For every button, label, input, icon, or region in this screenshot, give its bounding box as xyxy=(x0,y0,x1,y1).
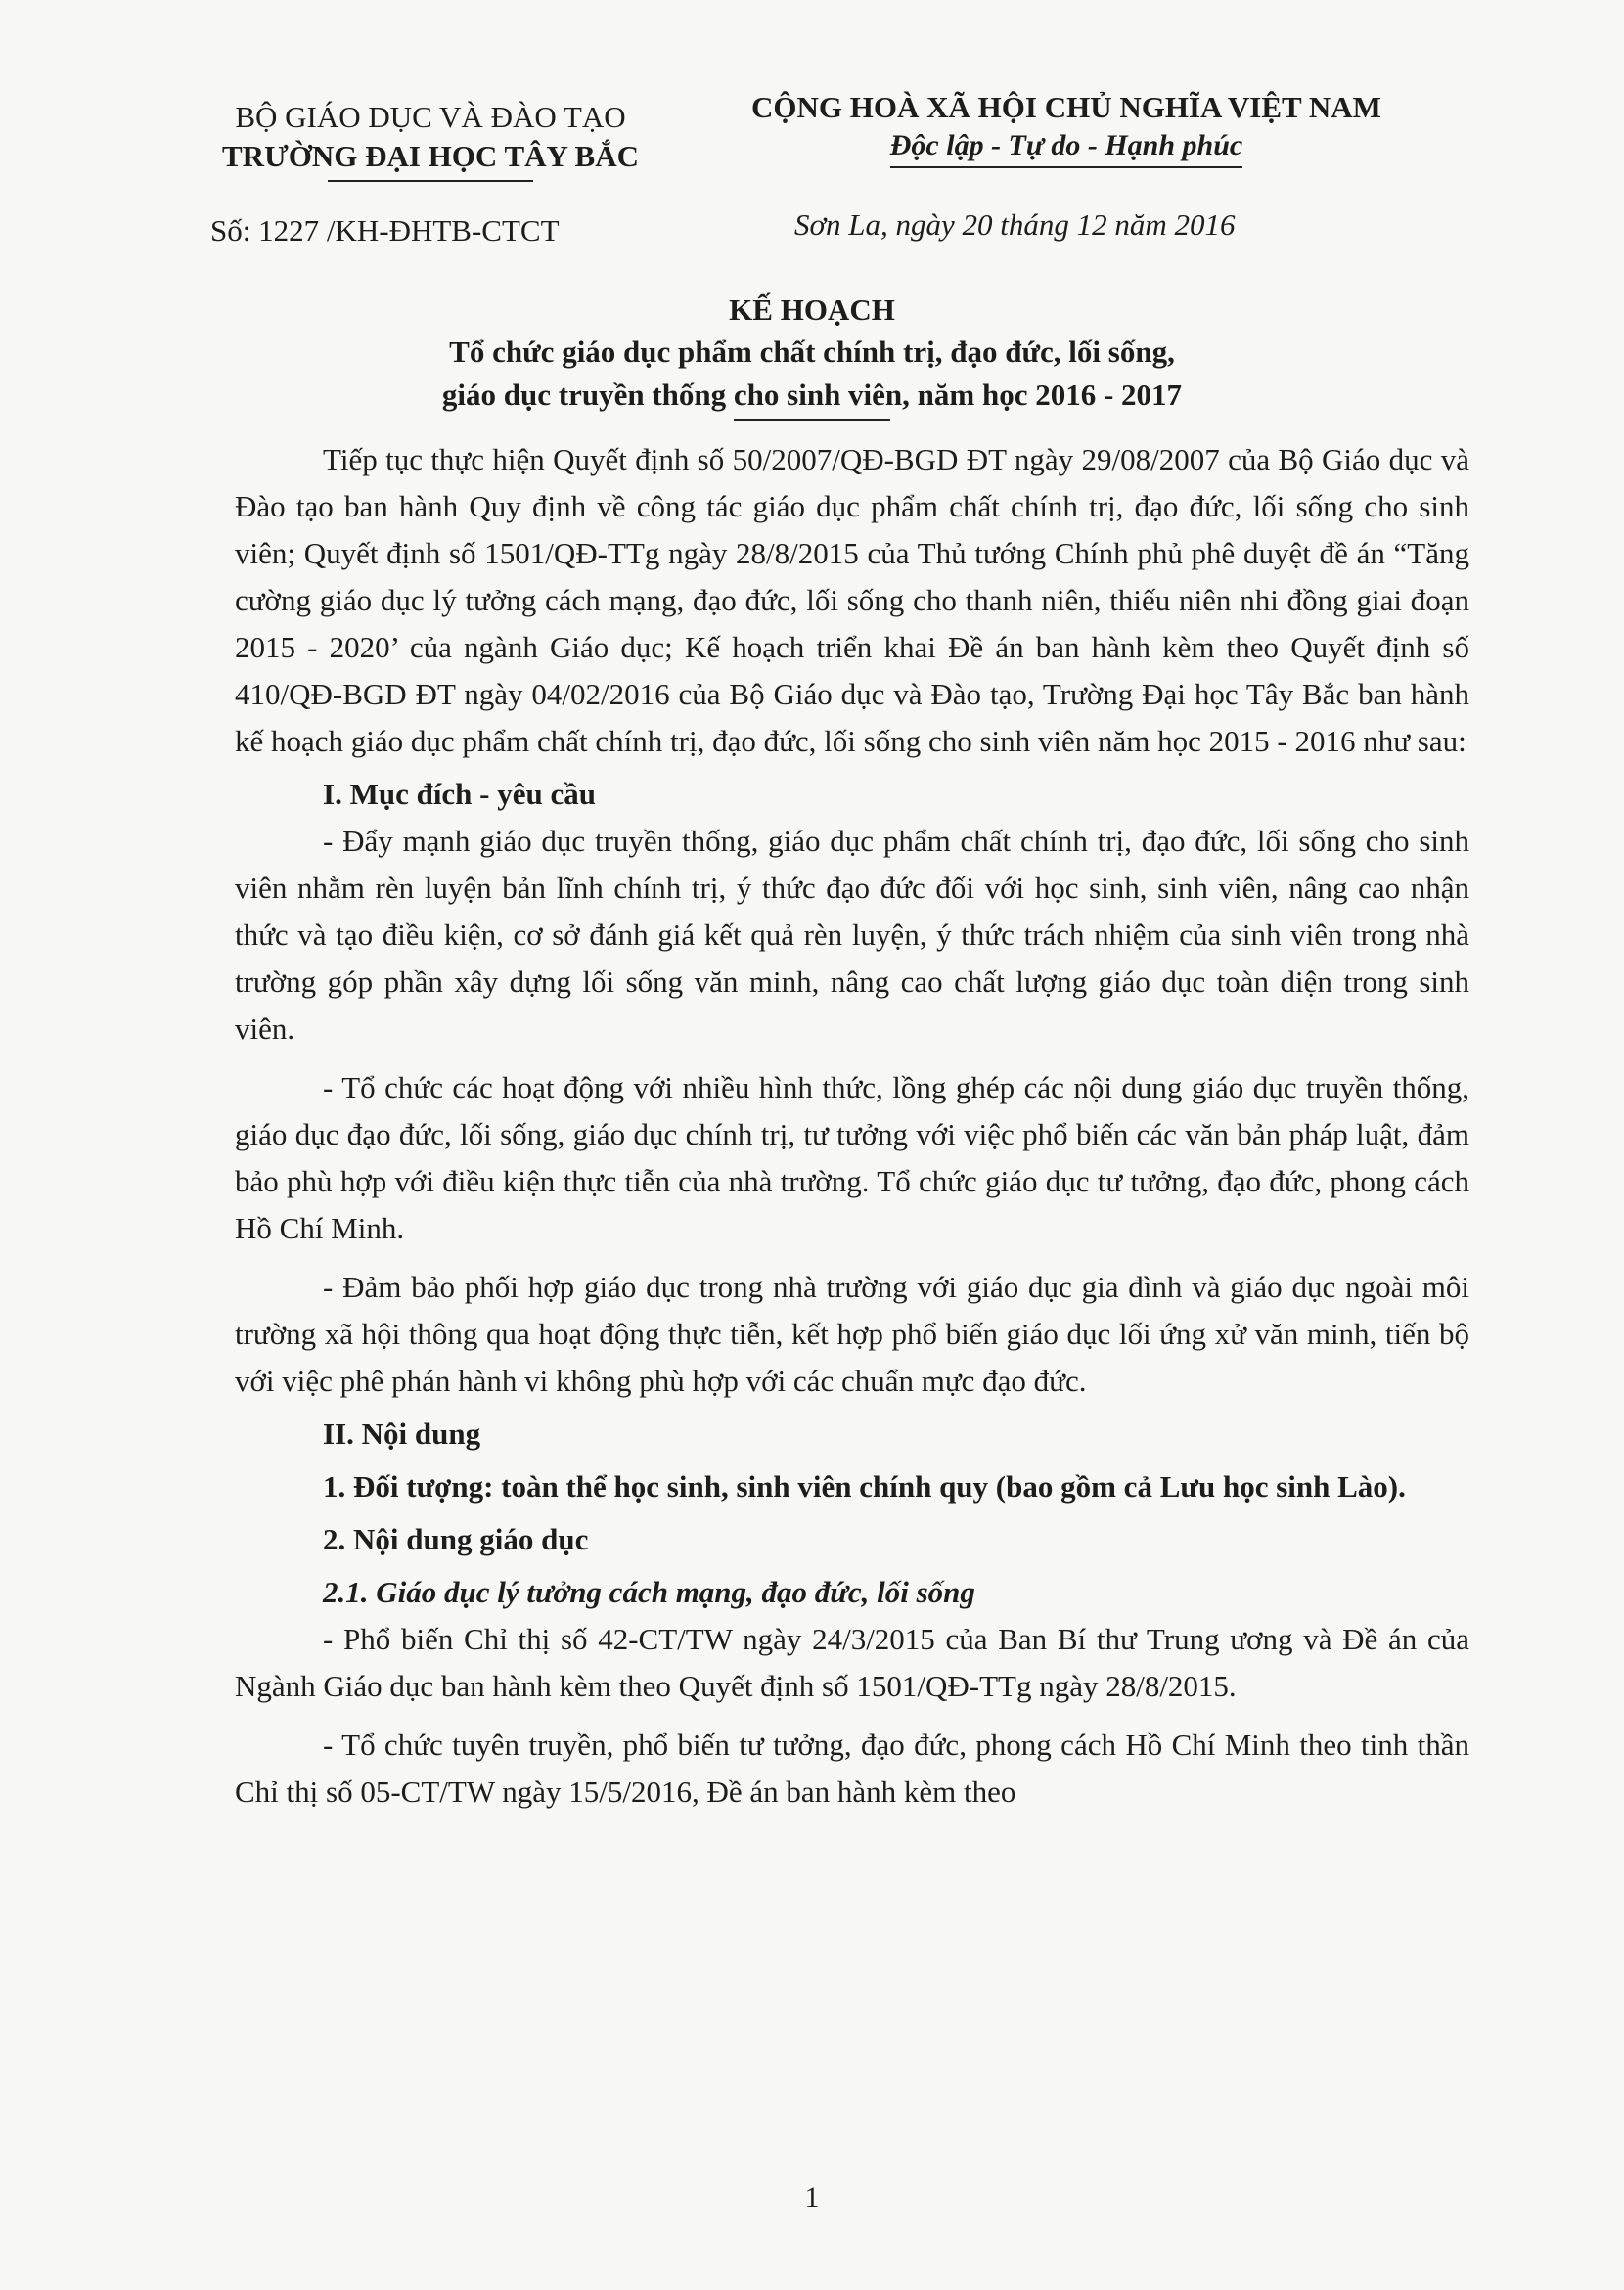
section-1-heading: I. Mục đích - yêu cầu xyxy=(323,777,596,811)
nation-name: CỘNG HOÀ XÃ HỘI CHỦ NGHĨA VIỆT NAM xyxy=(751,90,1381,124)
university-name: TRƯỜNG ĐẠI HỌC TÂY BẮC xyxy=(222,139,639,173)
national-motto: Độc lập - Tự do - Hạnh phúc xyxy=(890,127,1242,168)
ministry-name: BỘ GIÁO DỤC VÀ ĐÀO TẠO xyxy=(235,100,626,134)
item-1-target-group: 1. Đối tượng: toàn thể học sinh, sinh viên chính quy (bao gồm cả Lưu học sinh Lào). xyxy=(323,1469,1406,1504)
national-header xyxy=(704,88,1428,168)
item-2-heading: 2. Nội dung giáo dục xyxy=(323,1522,589,1556)
place-and-date: Sơn La, ngày 20 tháng 12 năm 2016 xyxy=(794,207,1236,242)
document-type: KẾ HOẠCH xyxy=(729,292,895,327)
section-1-paragraph-1: - Đẩy mạnh giáo dục truyền thống, giáo dục phẩm chất chính trị, đạo đức, lối sống cho sinh viên nhằm rèn luyện bản lĩnh chính trị, ý thức đạo đức đối với học sinh, sinh viên, nâng cao nhận thức và tạo điều kiện, cơ sở đánh giá kết quả rèn luyện, ý thức trách nhiệm của sinh viên trong nhà trường góp phần xây dựng lối sống văn minh, nâng cao chất lượng giáo dục toàn diện trong sinh viên. xyxy=(235,824,1469,1046)
title-line-1: Tổ chức giáo dục phẩm chất chính trị, đạo đức, lối sống, xyxy=(449,335,1175,369)
section-1-paragraph-3: - Đảm bảo phối hợp giáo dục trong nhà trường với giáo dục gia đình và giáo dục ngoài môi trường xã hội thông qua hoạt động thực tiễn, kết hợp phổ biến giáo dục lối ứng xử văn minh, tiến bộ với việc phê phán hành vi không phù hợp với các chuẩn mực đạo đức. xyxy=(235,1270,1469,1398)
item-2-1-paragraph-2: - Tổ chức tuyên truyền, phổ biến tư tưởng, đạo đức, phong cách Hồ Chí Minh theo tinh thần Chỉ thị số 05-CT/TW ngày 15/5/2016, Đề án ban hành kèm theo xyxy=(235,1728,1469,1809)
title-underline xyxy=(734,419,890,421)
issuer-header xyxy=(176,98,685,182)
intro-paragraph: Tiếp tục thực hiện Quyết định số 50/2007/QĐ-BGD ĐT ngày 29/08/2007 của Bộ Giáo dục và Đào tạo ban hành Quy định về công tác giáo dục phẩm chất chính trị, đạo đức, lối sống cho sinh viên; Quyết định số 1501/QĐ-TTg ngày 28/8/2015 của Thủ tướng Chính phủ phê duyệt đề án “Tăng cường giáo dục lý tưởng cách mạng, đạo đức, lối sống cho thanh niên, thiếu niên nhi đồng giai đoạn 2015 - 2020’ của ngành Giáo dục; Kế hoạch triển khai Đề án ban hành kèm theo Quyết định số 410/QĐ-BGD ĐT ngày 04/02/2016 của Bộ Giáo dục và Đào tạo, Trường Đại học Tây Bắc ban hành kế hoạch giáo dục phẩm chất chính trị, đạo đức, lối sống cho sinh viên năm học 2015 - 2016 như sau: xyxy=(235,442,1469,758)
document-title xyxy=(176,290,1448,421)
item-2-1-heading: 2.1. Giáo dục lý tưởng cách mạng, đạo đức, lối sống xyxy=(323,1575,975,1609)
section-1-paragraph-2: - Tổ chức các hoạt động với nhiều hình thức, lồng ghép các nội dung giáo dục truyền thống, giáo dục đạo đức, lối sống, giáo dục chính trị, tư tưởng với việc phổ biến các văn bản pháp luật, đảm bảo phù hợp với điều kiện thực tiễn của nhà trường. Tổ chức giáo dục tư tưởng, đạo đức, phong cách Hồ Chí Minh. xyxy=(235,1070,1469,1245)
issuer-underline xyxy=(328,180,533,182)
document-body xyxy=(235,436,1469,1816)
document-number: Số: 1227 /KH-ĐHTB-CTCT xyxy=(210,213,560,247)
page-number: 1 xyxy=(804,2181,820,2214)
section-2-heading: II. Nội dung xyxy=(323,1416,481,1451)
item-2-1-paragraph-1: - Phổ biến Chỉ thị số 42-CT/TW ngày 24/3/2015 của Ban Bí thư Trung ương và Đề án của Ngành Giáo dục ban hành kèm theo Quyết định số 1501/QĐ-TTg ngày 28/8/2015. xyxy=(235,1622,1469,1703)
title-line-2: giáo dục truyền thống cho sinh viên, năm học 2016 - 2017 xyxy=(441,378,1183,412)
